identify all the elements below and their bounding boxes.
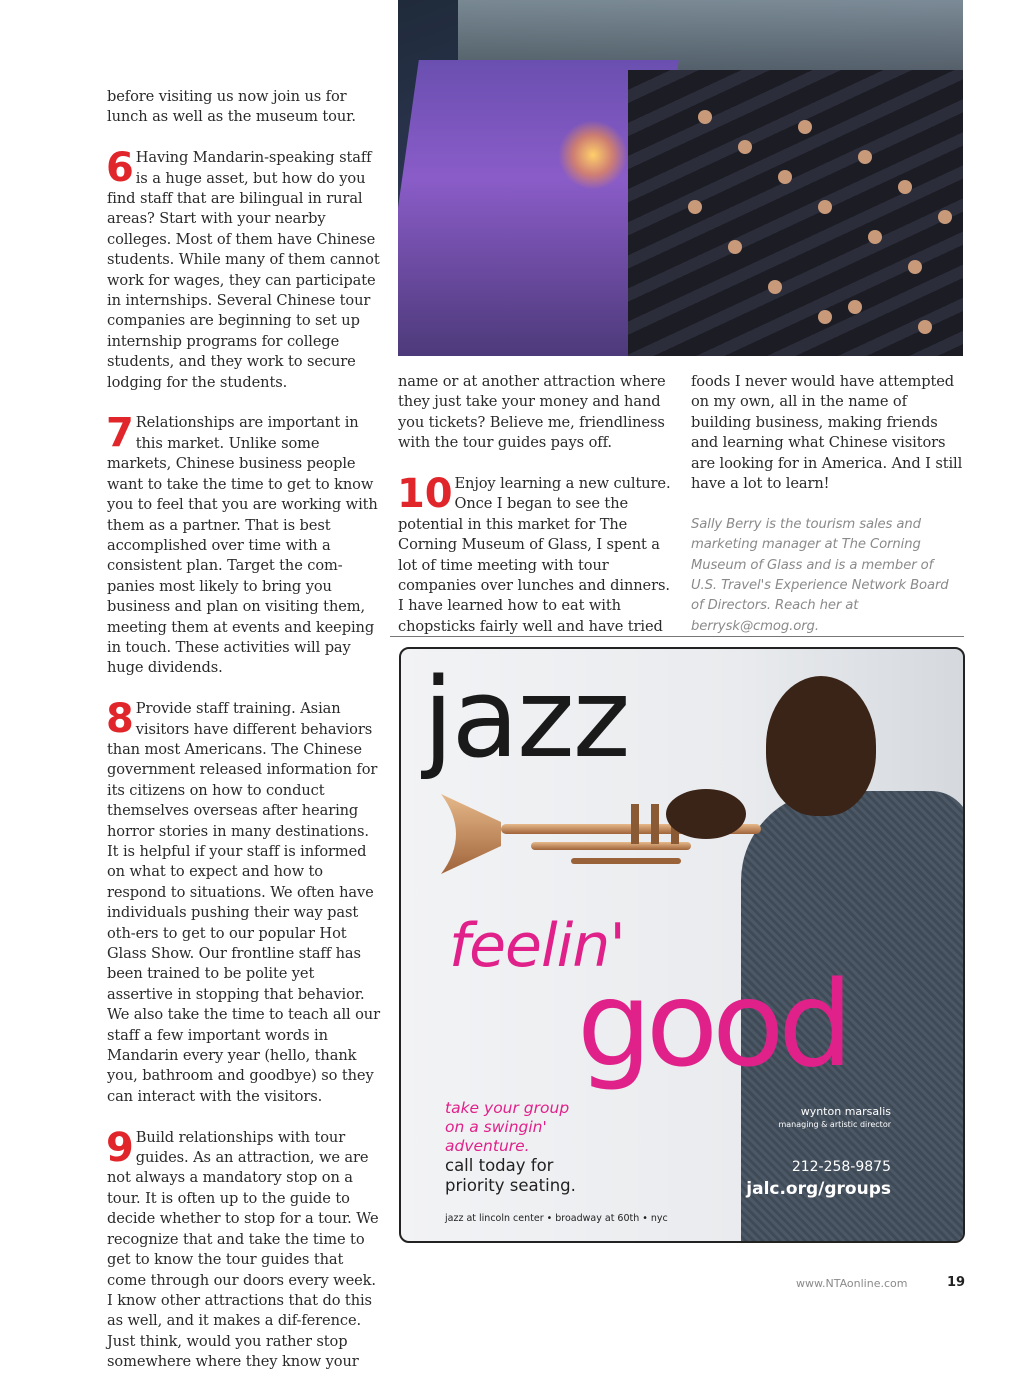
tagline-line: take your group xyxy=(445,1099,570,1117)
ad-tagline xyxy=(445,1099,569,1156)
person-name: wynton marsalis xyxy=(800,1105,891,1118)
tip-9 xyxy=(106,1124,382,1373)
tip-number: 6 xyxy=(106,145,134,192)
article-column-3 xyxy=(691,372,963,658)
tip-number: 10 xyxy=(397,471,453,518)
tip-text: Relationships are important in this market. Unlike some markets, Chinese business people want to take the time to get to know you to feel that you are working with them as a partner. That is best accomplished over time with a consistent plan. Target the com-panies most likely to bring you business and plan on visiting them, meeting them at events and keeping in touch. These activities will pay huge dividends. xyxy=(107,414,378,677)
tip-text: Provide staff training. Asian visitors have different behaviors than most Americans. The Chinese government released information for its citizens on how to conduct themselves overseas after hearing horror stories in many destinations. It is helpful if your staff is informed on what to expect and how to respond to situations. We often have individuals pushing their way past oth-ers to get to our popular Hot Glass Show. Our frontline staff has been trained to be polite yet assertive in stopping that behavior. We also take the time to teach all our staff a few important words in Mandarin every year (hello, thank you, bathroom and goodbye) so they can interact with the visitors. xyxy=(107,700,380,1105)
photo-audience xyxy=(628,70,963,356)
tip-text: Enjoy learning a new culture. Once I began to see the potential in this market for The Corning Museum of Glass, I spent a lot of time meeting with tour companies over lunches and dinners. I have learned how to eat with chopsticks fairly well and have tried xyxy=(398,475,671,635)
call-line: priority seating. xyxy=(445,1176,576,1195)
article-column-1 xyxy=(107,87,382,1393)
tip-10 xyxy=(397,471,673,637)
continued-paragraph: name or at another attraction where they just take your money and hand you tickets? Believe me, friendliness with the tour guides pays off. xyxy=(398,373,666,452)
ad-call-to-action xyxy=(445,1156,576,1196)
glass-show-photo xyxy=(398,0,963,356)
tip-text: Build relationships with tour guides. As an attraction, we are not always a mandatory stop on a tour. It is often up to the guide to decide whether to stop for a tour. We recognize that and take the time to get to know the tour guides that come through our doors every week. I know other attractions that do this as well, and it makes a dif-ference. Just think, would you rather stop somewhere where they know your xyxy=(107,1128,379,1371)
ad-person xyxy=(778,1105,891,1131)
tip-text: Having Mandarin-speaking staff is a huge asset, but how do you find staff that are bilingual in rural areas? Start with your nearby colleges. Most of them have Chinese students. While many of them cannot work for wages, they can participate in internships. Several Chinese tour companies are beginning to set up internship programs for college students, and they work to secure lodging for the students. xyxy=(107,149,380,391)
headline-feelin: feelin' xyxy=(449,911,625,981)
article-column-2 xyxy=(398,372,673,658)
call-line: call today for xyxy=(445,1156,554,1175)
tip-6 xyxy=(106,145,382,393)
tip-7 xyxy=(106,410,382,678)
tagline-line: on a swingin' xyxy=(445,1118,547,1136)
tip-8 xyxy=(106,696,382,1107)
ad-address: jazz at lincoln center • broadway at 60th • nyc xyxy=(445,1213,668,1224)
photo-furnace-glow xyxy=(558,120,628,190)
author-bio: Sally Berry is the tourism sales and marketing manager at The Corning Museum of Glass and is a member of U.S. Travel's Experience Network Board of Directors. Reach her at berrysk@cmog.org. xyxy=(691,516,949,634)
jazz-logo: jazz xyxy=(423,654,629,782)
divider-rule xyxy=(390,636,964,637)
headline-good: good xyxy=(577,955,848,1093)
ad-phone: 212-258-9875 xyxy=(791,1159,891,1175)
tip-number: 7 xyxy=(106,410,134,457)
head-shape xyxy=(766,676,876,816)
ad-url[interactable]: jalc.org/groups xyxy=(746,1179,891,1199)
footer-url[interactable]: www.NTAonline.com xyxy=(796,1277,908,1290)
tip-number: 8 xyxy=(106,696,134,743)
tagline-line: adventure. xyxy=(445,1137,530,1155)
trumpet-illustration xyxy=(431,774,771,904)
closing-paragraph: foods I never would have attempted on my own, all in the name of building business, making friends and learning what Chinese visitors are looking for in America. And I still have a lot to learn! xyxy=(691,373,963,493)
person-title: managing & artistic director xyxy=(778,1120,891,1129)
page-number: 19 xyxy=(947,1275,966,1290)
jazz-advertisement xyxy=(399,647,965,1243)
intro-paragraph: before visiting us now join us for lunch as well as the museum tour. xyxy=(107,88,356,126)
tip-number: 9 xyxy=(106,1124,134,1171)
